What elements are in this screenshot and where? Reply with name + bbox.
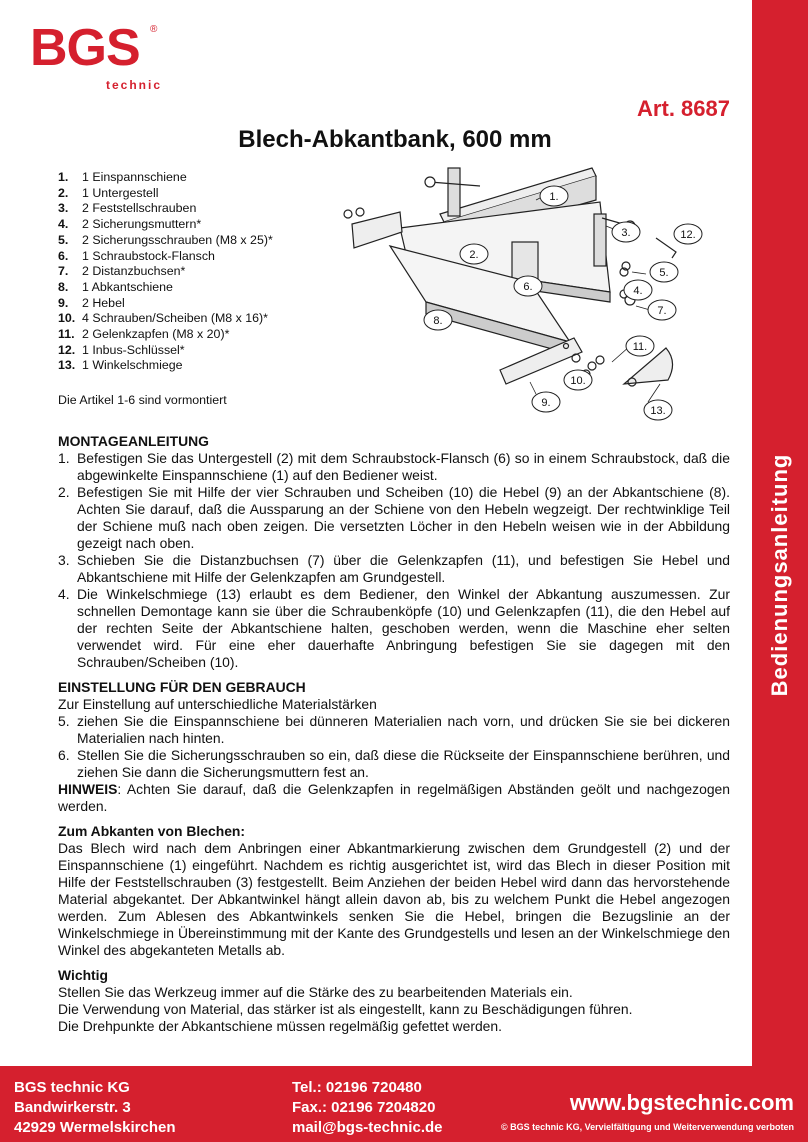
footer-contact: Tel.: 02196 720480 Fax.: 02196 7204820 mail@bgs-technic.de (292, 1079, 443, 1136)
drawing-label-8 (424, 310, 452, 330)
page-title: Blech-Abkantbank, 600 mm (238, 126, 552, 153)
svg-text:1.: 1. (549, 191, 559, 203)
logo-text: BGS (30, 19, 140, 77)
svg-text:6.: 6. (523, 281, 533, 293)
drawing-label-7 (648, 300, 676, 320)
svg-text:7.: 7. (657, 305, 667, 317)
logo-subtitle: technic (106, 78, 163, 92)
drawing-label-13 (644, 400, 672, 420)
bending-text: Das Blech wird nach dem Anbringen einer Abkantmarkierung zwischen dem Grundgestell (2) und der Einspannschiene (1) eingeführt. Nachdem es richtig ausgerichtet ist, wird das Blech in dieser Position mit Hilfe der Feststellschrauben (3) festgestellt. Beim Anziehen der beiden Hebel wird dann das hervorstehende Material abgekantet. Der Abkantwinkel hängt allein davon ab, bis zu welchem Punkt die Hebel angezogen werden. Zum Ablesen des Abkantwinkels senken Sie die Hebel, bringen die Bezugslinie an der Winkelschmiege in Übereinstimmung mit der Kante des Grundgestells und lesen an der Winkelschmiege den Winkel des abgekanteten Metalls ab. (58, 840, 730, 958)
settings-intro: Zur Einstellung auf unterschiedliche Materialstärken (58, 696, 377, 712)
logo-registered: ® (150, 24, 158, 35)
email-link[interactable]: mail@bgs-technic.de (292, 1119, 443, 1136)
drawing-label-10 (564, 370, 592, 390)
drawing-label-3 (612, 222, 640, 242)
list-item: 5. ziehen Sie die Einspannschiene bei dünneren Materialien nach vorn, und drücken Sie sie bei dickeren Materialien nach hinten. (58, 713, 730, 746)
svg-text:12.: 12. (680, 229, 696, 241)
svg-text:5.: 5. (659, 267, 669, 279)
svg-text:13.: 13. (650, 405, 666, 417)
assembly-heading: MONTAGEANLEITUNG (58, 433, 209, 449)
list-item: 7. 2 Distanzbuchsen* (58, 264, 186, 279)
list-item: 1. 1 Einspannschiene (58, 170, 187, 184)
drawing-label-9 (532, 392, 560, 412)
drawing-label-6 (514, 276, 542, 296)
list-item: 6. Stellen Sie die Sicherungsschrauben so ein, daß diese die Rückseite der Einspannschiene berühren, und ziehen Sie dann die Sicherungsmuttern fest an. (58, 747, 730, 780)
bending-heading: Zum Abkanten von Blechen: (58, 823, 246, 839)
svg-text:2.: 2. (469, 249, 479, 261)
footer (0, 1066, 808, 1142)
drawing-label-12 (674, 224, 702, 244)
drawing-label-4 (624, 280, 652, 300)
list-item: 3. 2 Feststellschrauben (58, 201, 197, 216)
list-item: 4. Die Winkelschmiege (13) erlaubt es dem Bediener, den Winkel der Abkantung auszumessen. Zur schnellen Demontage kann sie über die Schraubenköpfe (10) und Gelenkzapfen (11), die den Hebel auf der rechten Seite der Abkantschiene halten, geschoben werden, wenn die Maschine eher selten verwendet wird. Für eine eher dauerhafte Anbringung befestigen Sie sie dagegen mit den Schrauben/Scheiben (10). (58, 586, 730, 670)
svg-text:9.: 9. (541, 397, 551, 409)
list-item: 2. 1 Untergestell (58, 185, 159, 200)
important-line: Die Drehpunkte der Abkantschiene müssen regelmäßig gefettet werden. (58, 1018, 502, 1034)
list-item: 3. Schieben Sie die Distanzbuchsen (7) über die Gelenkzapfen (11), und befestigen Sie Hebel und Abkantschiene mit Hilfe der Gelenkzapfen am Grundgestell. (58, 552, 730, 585)
parts-list (58, 170, 348, 374)
drawing-label-5 (650, 262, 678, 282)
instructions (58, 433, 730, 1035)
settings-note: HINWEIS: Achten Sie darauf, daß die Gelenkzapfen in regelmäßigen Abständen geölt und nachgezogen werden. (58, 781, 730, 814)
exploded-diagram (330, 162, 710, 424)
website-link[interactable]: www.bgstechnic.com (569, 1090, 794, 1115)
list-item: 2. Befestigen Sie mit Hilfe der vier Schrauben und Scheiben (10) die Hebel (9) an der Abkantschiene (8). Achten Sie darauf, daß die Aussparung an der Schiene von den Hebeln wegzeigt. Der rechtwinklige Teil der Schiene muß nach oben zeigen. Die versetzten Löcher in den Hebeln weisen wie in der Abbildung gezeigt nach oben. (58, 484, 730, 551)
bgs-logo (30, 20, 170, 90)
svg-text:3.: 3. (621, 227, 631, 239)
copyright: © BGS technic KG, Vervielfältigung und Weiterverwendung verboten (500, 1122, 794, 1132)
list-item: 9. 2 Hebel (58, 295, 125, 310)
list-item: 11. 2 Gelenkzapfen (M8 x 20)* (58, 327, 230, 342)
settings-heading: EINSTELLUNG FÜR DEN GEBRAUCH (58, 679, 306, 695)
sidebar-label-wrap (752, 0, 808, 1066)
important-line: Stellen Sie das Werkzeug immer auf die Stärke des zu bearbeitenden Materials ein. (58, 984, 573, 1000)
list-item: 4. 2 Sicherungsmuttern* (58, 217, 202, 232)
drawing-label-2 (460, 244, 488, 264)
parts-note: Die Artikel 1-6 sind vormontiert (58, 393, 227, 407)
list-item: 12. 1 Inbus-Schlüssel* (58, 342, 185, 357)
list-item: 1. Befestigen Sie das Untergestell (2) mit dem Schraubstock-Flansch (6) so in einem Schraubstock, daß die abgewinkelte Einspannschiene (1) auf den Bediener weist. (58, 450, 730, 483)
important-line: Die Verwendung von Material, das stärker ist als eingestellt, kann zu Beschädigungen führen. (58, 1001, 633, 1017)
list-item: 8. 1 Abkantschiene (58, 279, 173, 294)
sidebar-label: Bedienungsanleitung (767, 453, 792, 697)
drawing-label-11 (626, 336, 654, 356)
list-item: 5. 2 Sicherungsschrauben (M8 x 25)* (58, 232, 273, 247)
list-item: 13. 1 Winkelschmiege (58, 358, 183, 373)
list-item: 6. 1 Schraubstock-Flansch (58, 248, 215, 263)
svg-text:10.: 10. (570, 375, 586, 387)
svg-text:8.: 8. (433, 315, 443, 327)
footer-company: BGS technic KG Bandwirkerstr. 3 42929 Wermelskirchen (14, 1079, 176, 1136)
article-number: Art. 8687 (637, 96, 730, 121)
list-item: 10. 4 Schrauben/Scheiben (M8 x 16)* (58, 311, 268, 326)
svg-text:4.: 4. (633, 285, 643, 297)
important-heading: Wichtig (58, 967, 109, 983)
drawing-label-1 (540, 186, 568, 206)
svg-text:11.: 11. (632, 341, 648, 353)
